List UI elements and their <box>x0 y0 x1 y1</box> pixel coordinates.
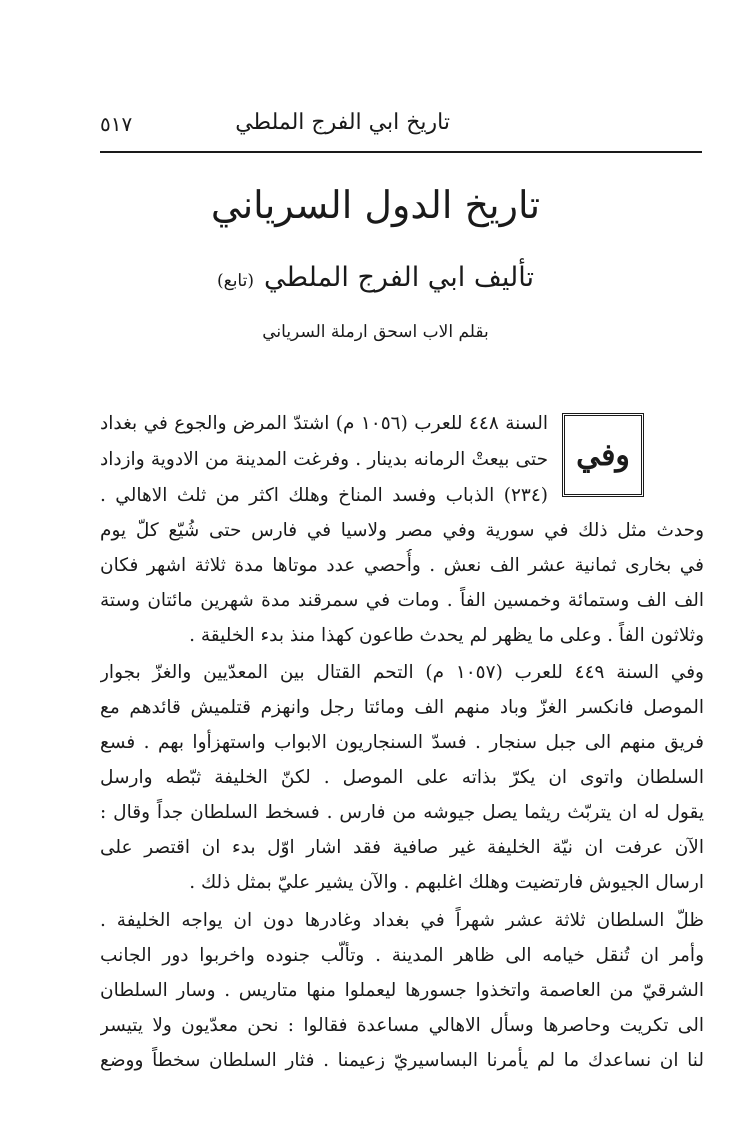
text-line: الآن عرفت ان نيّة الخليفة غير صافية فقد اشار اوّل بدء ان اقتصر على <box>100 837 704 858</box>
subtitle-note: (تابع) <box>217 271 254 291</box>
running-header <box>100 106 700 148</box>
text-line: وحدث مثل ذلك في سورية وفي مصر ولاسيا في فارس حتى شُيّع كلّ يوم <box>100 520 704 541</box>
text-line: الموصل فانكسر الغزّ وباد منهم الف ومائتا رجل وانهزم قتلميش قائدهم مع <box>100 697 704 718</box>
text-line: وثلاثون الفاً . وعلى ما يظهر لم يحدث طاعون كهذا منذ بدء الخليقة . <box>189 625 704 646</box>
article-subtitle <box>0 262 751 293</box>
translator-credit: بقلم الاب اسحق ارملة السرياني <box>262 322 489 342</box>
running-title: تاريخ ابي الفرج الملطي <box>235 110 450 135</box>
article-title: تاريخ الدول السرياني <box>210 183 541 227</box>
text-line: وفي السنة ٤٤٩ للعرب (١٠٥٧ م) التحم القتال بين المعدّيين والغزّ بجوار <box>100 662 704 683</box>
subtitle-text: تأليف ابي الفرج الملطي <box>263 262 534 293</box>
section-marker: وفي <box>576 437 630 473</box>
text-line: فريق منهم الى جبل سنجار . فسدّ السنجاريون الابواب واستهزأوا بهم . فسع <box>100 732 704 753</box>
text-line: حتى بيعتْ الرمانه بدينار . وفرغت المدينة من الادوية وازداد <box>100 449 548 470</box>
text-line: الى تكريت وحاصرها وسأل الاهالي مساعدة فقالوا : نحن معدّيون ولا يتيسر <box>100 1015 704 1036</box>
text-line: السنة ٤٤٨ للعرب (١٠٥٦ م) اشتدّ المرض والجوع في بغداد <box>100 413 548 434</box>
section-marker-box <box>562 413 644 497</box>
page-number: ٥١٧ <box>100 112 133 136</box>
text-line: ارسال الجيوش فارتضيت وهلك اغلبهم . والآن يشير عليّ بمثل ذلك . <box>189 872 704 893</box>
text-line: يقول له ان يتربّث ريثما يصل جيوشه من فارس . فسخط السلطان جداً وقال : <box>100 802 704 823</box>
header-rule <box>100 151 702 153</box>
text-line: الشرقيّ من العاصمة واتخذوا جسورها ليعملوا منها متاريس . وسار السلطان <box>100 980 704 1001</box>
text-line: الف الف وستمائة وخمسين الفاً . ومات في سمرقند مدة شهرين مائتان وستة <box>100 590 704 611</box>
text-line: في بخارى ثمانية عشر الف نعش . وأُحصي عدد موتاها مدة ثلاثة اشهر فكان <box>100 555 704 576</box>
text-line: (٢٣٤) الذباب وفسد المناخ وهلك اكثر من ثلث الاهالي . <box>100 485 548 506</box>
text-line: لنا ان نساعدك ما لم يأمرنا البساسيريّ زعيمنا . فثار السلطان سخطاً ووضع <box>100 1050 704 1071</box>
text-line: وأمر ان تُنقل خيامه الى ظاهر المدينة . وتألّب جنوده واخربوا دور الجانب <box>100 945 704 966</box>
text-line: ظلّ السلطان ثلاثة عشر شهراً في بغداد وغادرها دون ان يواجه الخليفة . <box>100 910 704 931</box>
text-line: السلطان واتوى ان يكرّ بذاته على الموصل . لكنّ الخليفة ثبّطه وارسل <box>100 767 704 788</box>
